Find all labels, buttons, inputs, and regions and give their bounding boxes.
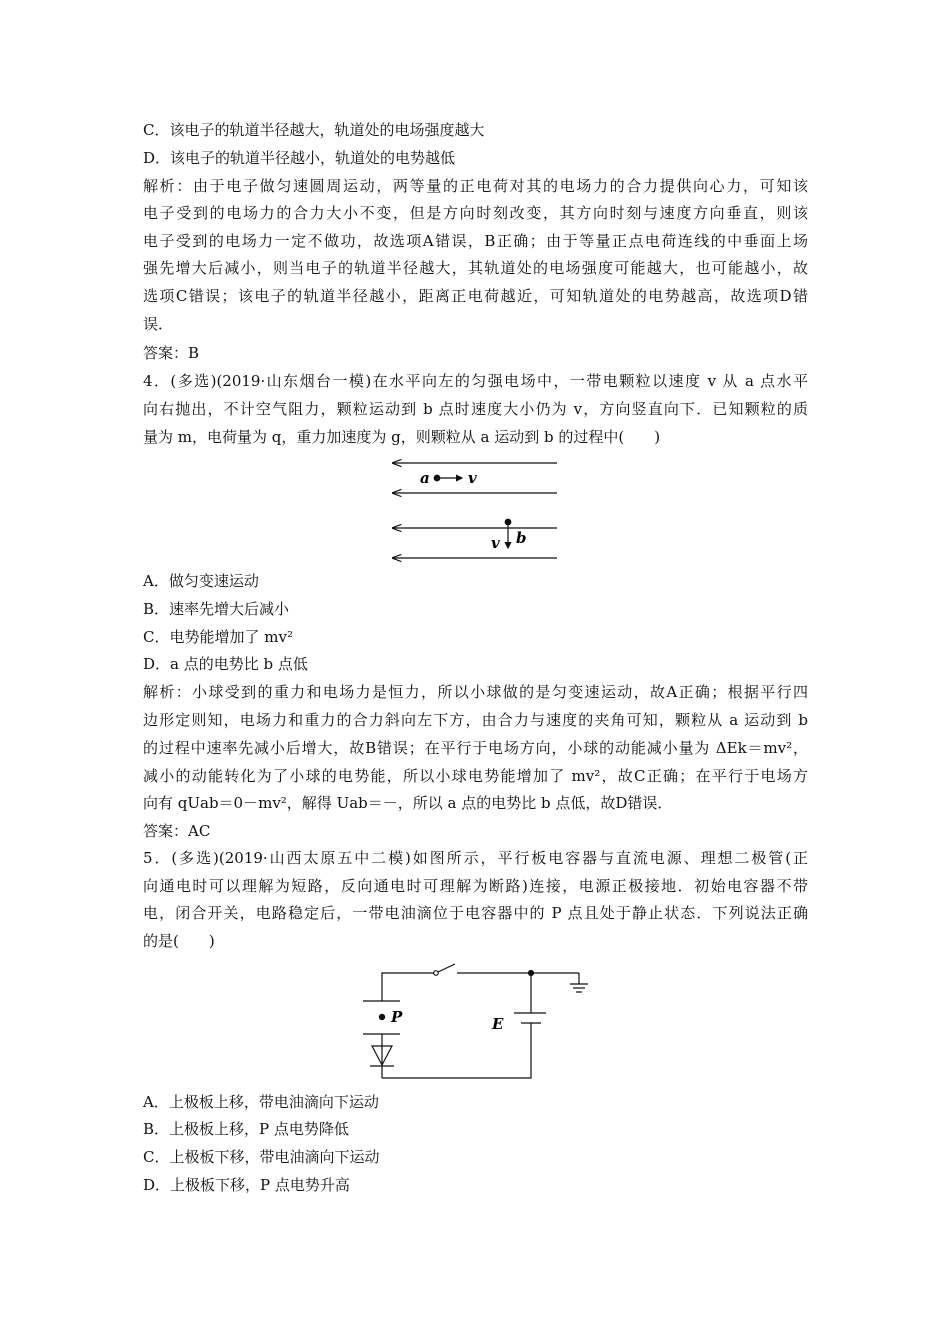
text-line: 向通电时可以理解为短路，反向通电时可理解为断路)连接，电源正极接地．初始电容器不带: [143, 877, 808, 895]
text-line: 选项C错误；该电子的轨道半径越小，距离正电荷越近，可知轨道处的电势越高，故选项D错: [143, 287, 808, 305]
text-line: 电子受到的电场力的合力大小不变，但是方向时刻改变，其方向时刻与速度方向垂直，则该: [143, 204, 808, 222]
text-line: 边形定则知，电场力和重力的合力斜向左下方，由合力与速度的夹角可知，颗粒从 a 运动到 b: [143, 711, 808, 729]
text-line: B．上极板上移，P 点电势降低: [143, 1120, 349, 1138]
text-line: 电，闭合开关，电路稳定后，一带电油滴位于电容器中的 P 点且处于静止状态．下列说法正确: [143, 904, 808, 922]
text-line: A．上极板上移，带电油滴向下运动: [143, 1093, 379, 1111]
text-line: C．该电子的轨道半径越大，轨道处的电场强度越大: [143, 121, 485, 139]
text-line: 强先增大后减小，则当电子的轨道半径越大，其轨道处的电场强度可能越大，也可能越小，故: [143, 259, 808, 277]
text-line: 答案：B: [143, 344, 200, 362]
text-line: C．上极板下移，带电油滴向下运动: [143, 1148, 380, 1166]
text-line: 的是( ): [143, 932, 215, 950]
point-a-label: a: [420, 469, 430, 487]
text-line: 向右抛出，不计空气阻力，颗粒运动到 b 点时速度大小仍为 v，方向竖直向下．已知颗粒的质: [143, 400, 808, 418]
text-line: B．速率先增大后减小: [143, 600, 290, 618]
text-line: A．做匀变速运动: [143, 572, 259, 590]
text-line: 减小的动能转化为了小球的电势能，所以小球电势能增加了 mv²，故C正确；在平行于电场方: [143, 767, 808, 785]
velocity-b-label: v: [491, 534, 500, 552]
text-line: 的过程中速率先减小后增大，故B错误；在平行于电场方向，小球的动能减小量为 ΔEk＝mv²，: [143, 739, 808, 757]
text-line: D．该电子的轨道半径越小，轨道处的电势越低: [143, 149, 456, 167]
text-line: 量为 m，电荷量为 q，重力加速度为 g，则颗粒从 a 运动到 b 的过程中( ): [143, 428, 661, 446]
text-line: C．电势能增加了 mv²: [143, 628, 293, 646]
text-line: D．上极板下移，P 点电势升高: [143, 1176, 350, 1194]
emf-label: E: [492, 1015, 504, 1033]
text-line: 解析：由于电子做匀速圆周运动，两等量的正电荷对其的电场力的合力提供向心力，可知该: [143, 177, 808, 195]
text-line: 解析：小球受到的重力和电场力是恒力，所以小球做的是匀变速运动，故A正确；根据平行四: [143, 683, 808, 701]
text-line: 答案：AC: [143, 822, 211, 840]
velocity-a-label: v: [468, 469, 477, 487]
text-line: 4．(多选)(2019·山东烟台一模)在水平向左的匀强电场中，一带电颗粒以速度 v 从 a 点水平: [143, 372, 808, 390]
text-line: 电子受到的电场力一定不做功，故选项A错误，B正确；由于等量正点电荷连线的中垂面上场: [143, 232, 808, 250]
point-b-label: b: [516, 529, 527, 547]
text-line: 5．(多选)(2019·山西太原五中二模)如图所示，平行板电容器与直流电源、理想二极管(正: [143, 849, 808, 867]
text-line: 误．: [143, 315, 174, 333]
text-line: 向有 qUab＝0－mv²，解得 Uab＝－，所以 a 点的电势比 b 点低，故D错误．: [143, 794, 673, 812]
point-p-label: P: [391, 1008, 403, 1026]
text-line: D．a 点的电势比 b 点低: [143, 655, 308, 673]
